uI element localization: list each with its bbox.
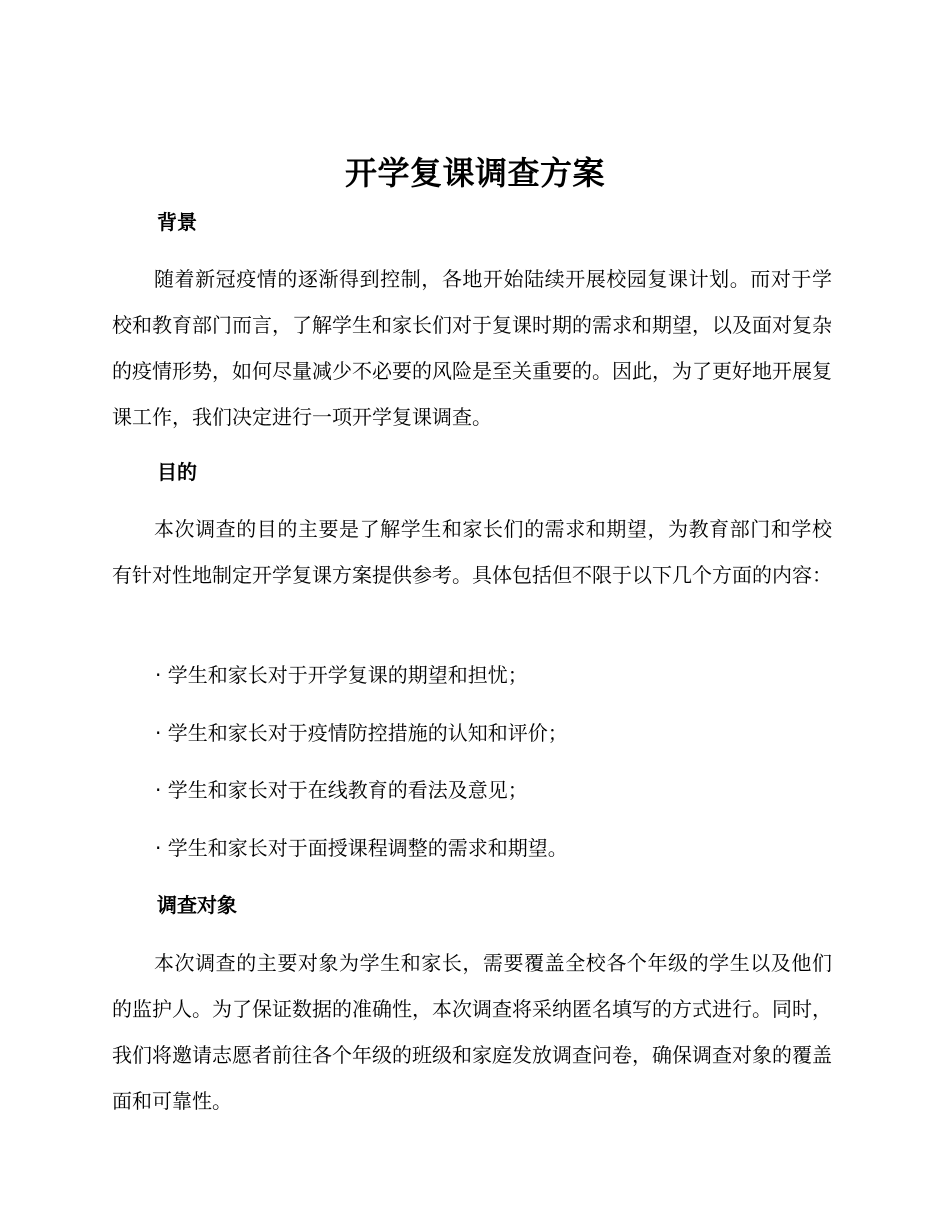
- page-title: 开学复课调查方案: [344, 154, 605, 192]
- section-paragraph-subjects: 本次调查的主要对象为学生和家长，需要覆盖全校各个年级的学生以及他们的监护人。为了保证数据的准确性，本次调查将采纳匿名填写的方式进行。同时，我们将邀请志愿者前往各个年级的班级和家庭发放调查问卷，确保调查对象的覆盖面和可靠性。: [112, 951, 832, 1113]
- list-item: · 学生和家长对于疫情防控措施的认知和评价；: [155, 721, 568, 745]
- list-item: · 学生和家长对于开学复课的期望和担忧；: [155, 663, 528, 687]
- section-paragraph-purpose: 本次调查的目的主要是了解学生和家长们的需求和期望，为教育部门和学校有针对性地制定开学复课方案提供参考。具体包括但不限于以下几个方面的内容：: [112, 517, 832, 587]
- section-heading-background: 背景: [157, 210, 197, 234]
- list-item: · 学生和家长对于面授课程调整的需求和期望。: [155, 836, 568, 860]
- list-item: · 学生和家长对于在线教育的看法及意见；: [155, 778, 528, 802]
- section-heading-purpose: 目的: [157, 460, 197, 484]
- section-paragraph-background: 随着新冠疫情的逐渐得到控制，各地开始陆续开展校园复课计划。而对于学校和教育部门而言，了解学生和家长们对于复课时期的需求和期望，以及面对复杂的疫情形势，如何尽量减少不必要的风险是至关重要的。因此，为了更好地开展复课工作，我们决定进行一项开学复课调查。: [112, 267, 832, 429]
- section-heading-subjects: 调查对象: [157, 893, 237, 917]
